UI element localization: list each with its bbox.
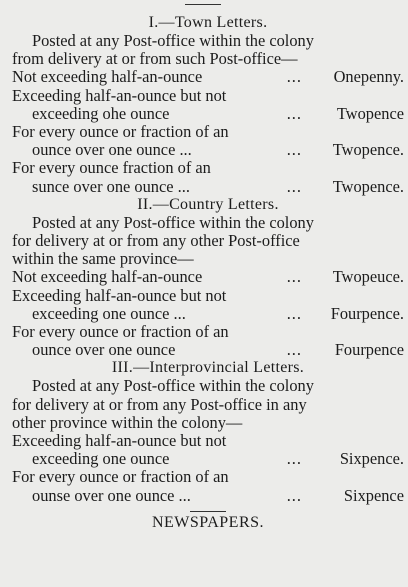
rate-desc: [12, 468, 404, 486]
rate-desc: [12, 123, 404, 141]
rate-desc-line: Exceeding half-an-ounce but not: [12, 85, 227, 105]
rate-dots: ...: [286, 340, 302, 360]
rate-desc: ounce over one ounce ...: [32, 140, 192, 160]
top-rule: [185, 4, 221, 5]
intro-line: from delivery at or from such Post-office—: [12, 49, 298, 69]
rate-dots: ...: [286, 103, 302, 123]
intro-line: for delivery at or from any Post-office in any: [12, 394, 307, 414]
section-interprovincial-letters: [12, 359, 404, 504]
rate-desc-line: For every ounce or fraction of an: [12, 122, 229, 142]
rate-dots: ...: [286, 67, 302, 87]
rate-desc-line: For every ounce or fraction of an: [12, 322, 229, 342]
rate-price: Twopence.: [332, 176, 404, 196]
section-heading: III.—Interprovincial Letters.: [111, 359, 305, 377]
rate-desc-line: Exceeding half-an-ounce but not: [12, 431, 227, 451]
intro-line: Posted at any Post-office within the colony: [32, 376, 314, 396]
newspapers-heading: NEWSPAPERS.: [151, 513, 265, 531]
rate-dots: ...: [286, 485, 302, 505]
rate-price: Twopeuce.: [332, 267, 404, 287]
section-intro: [12, 377, 404, 432]
rate-desc: sunce over one ounce ...: [32, 176, 190, 196]
section-intro: [12, 214, 404, 269]
section-country-letters: [12, 196, 404, 360]
rate-desc: [12, 87, 404, 105]
rate-row: [12, 268, 404, 286]
rate-dots: ...: [286, 176, 302, 196]
rate-price: Fourpence: [334, 340, 404, 360]
section-heading: I.—Town Letters.: [148, 14, 268, 31]
rate-dots: ...: [286, 267, 302, 287]
intro-line: Posted at any Post-office within the colony: [32, 212, 314, 232]
rate-price: Sixpence: [343, 485, 404, 505]
rate-desc: Not exceeding half-an-ounce: [12, 267, 203, 287]
section-heading: II.—Country Letters.: [137, 195, 279, 213]
rate-row: [12, 178, 404, 196]
rate-row: [12, 68, 404, 86]
rate-desc-line: Exceeding half-an-ounce but not: [12, 285, 227, 305]
intro-line: other province within the colony—: [12, 412, 243, 432]
rate-dots: ...: [286, 449, 302, 469]
rate-desc: exceeding one ounce ...: [32, 303, 186, 323]
rate-row: [12, 341, 404, 359]
rate-dots: ...: [286, 303, 302, 323]
intro-line: within the same province—: [12, 249, 194, 269]
rate-desc: exceeding ohe ounce: [32, 103, 170, 123]
rate-desc: exceeding one ounce: [32, 449, 170, 469]
rate-desc: [12, 159, 404, 177]
rate-price: Twopence: [336, 103, 404, 123]
rate-desc: [12, 323, 404, 341]
rate-row: [12, 305, 404, 323]
intro-line: for delivery at or from any other Post-office: [12, 231, 300, 251]
rate-price: Onepenny.: [333, 67, 404, 87]
rate-dots: ...: [286, 140, 302, 160]
rate-price: Sixpence.: [339, 449, 404, 469]
section-divider-rule: [190, 511, 226, 512]
rate-desc-line: For every ounce or fraction of an: [12, 467, 229, 487]
section-intro: [12, 32, 404, 68]
rate-desc: [12, 432, 404, 450]
intro-line: Posted at any Post-office within the colony: [32, 31, 314, 50]
rate-row: [12, 141, 404, 159]
rate-desc-line: For every ounce fraction of an: [12, 158, 211, 178]
section-town-letters: [12, 14, 404, 196]
rate-price: Fourpence.: [330, 303, 404, 323]
rate-desc: Not exceeding half-an-ounce: [12, 67, 203, 87]
rate-row: [12, 450, 404, 468]
rate-desc: ounse over one ounce ...: [32, 485, 191, 505]
rate-row: [12, 105, 404, 123]
rate-price: Twopence.: [332, 140, 404, 160]
rate-desc: ounce over one ounce: [32, 340, 176, 360]
rate-desc: [12, 287, 404, 305]
rate-row: [12, 487, 404, 505]
